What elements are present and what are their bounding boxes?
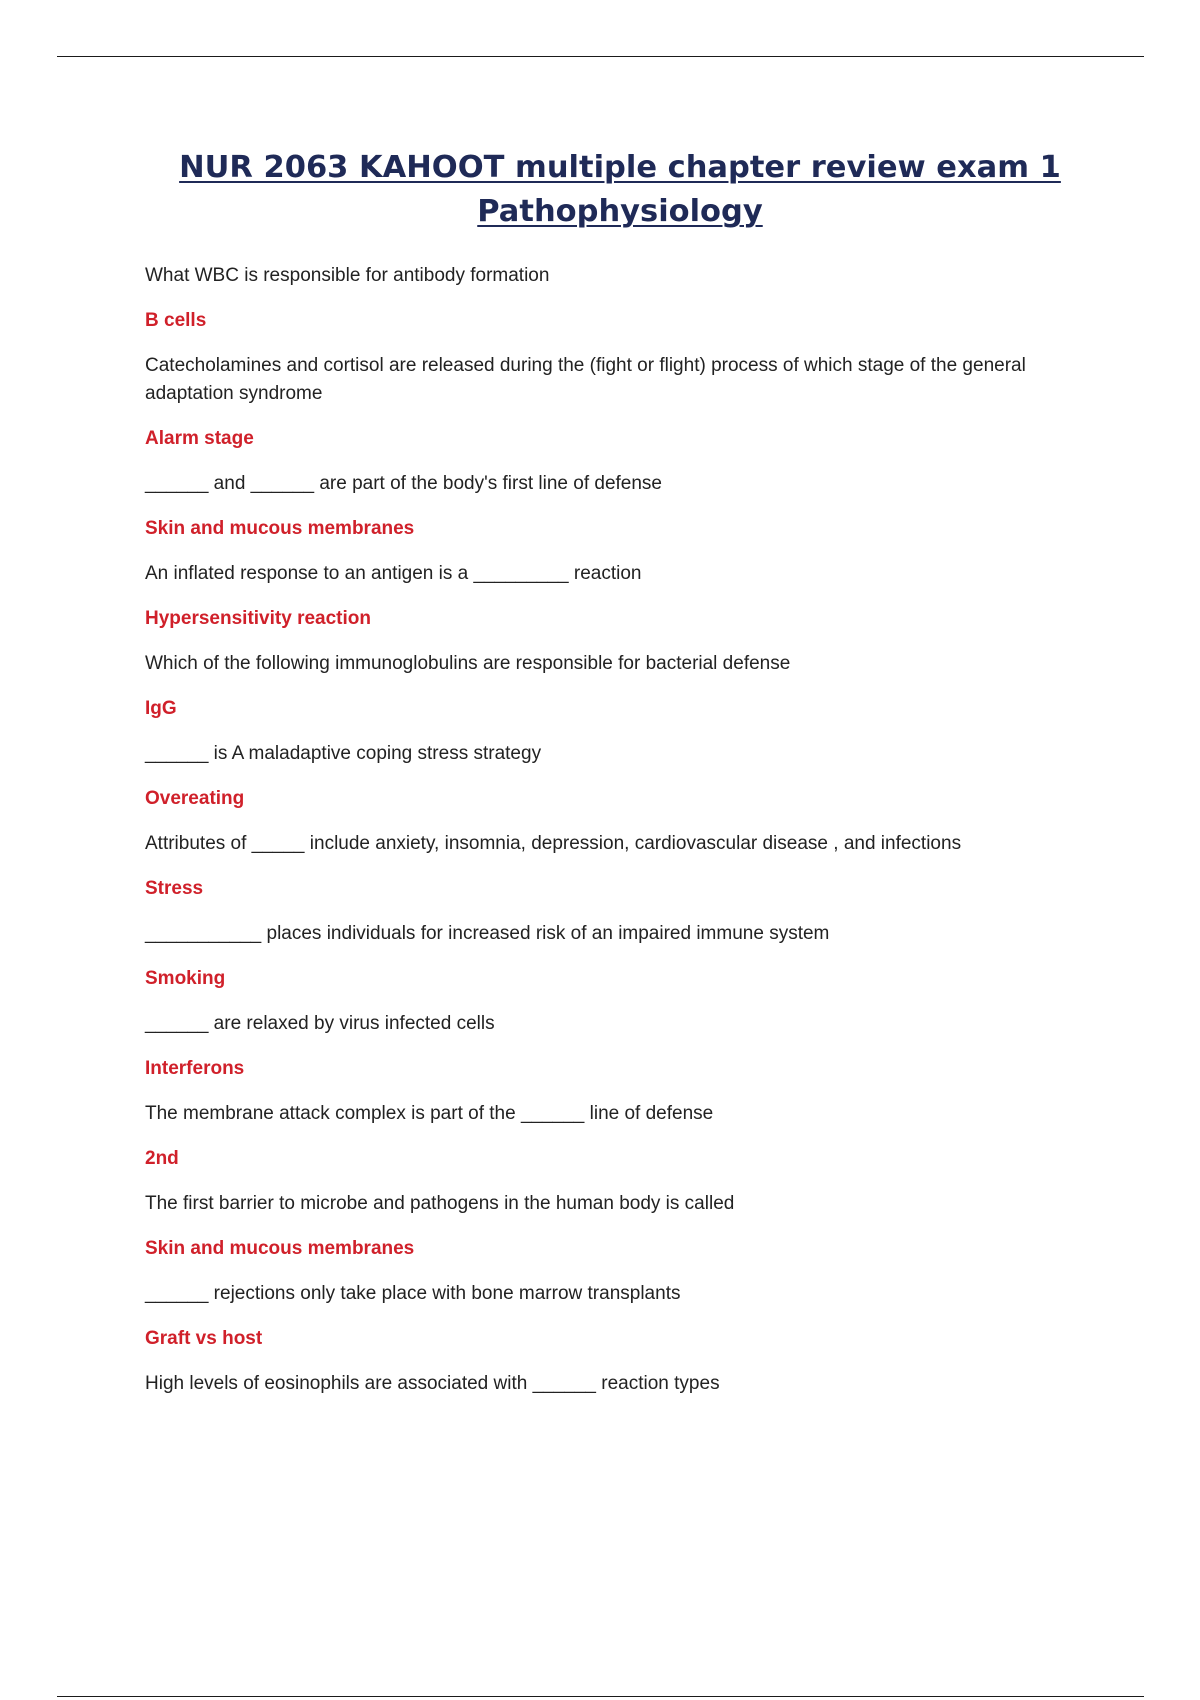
answer-text: Overeating	[145, 788, 245, 809]
qa-item	[145, 470, 1105, 543]
qa-item	[145, 1010, 1105, 1083]
page-title	[130, 146, 1110, 234]
question-text: The membrane attack complex is part of the ______ line of defense	[145, 1103, 714, 1124]
answer-text: B cells	[145, 310, 207, 331]
qa-item	[145, 740, 1105, 813]
answer-text: 2nd	[145, 1148, 179, 1169]
question-text: ______ rejections only take place with bone marrow transplants	[145, 1283, 681, 1304]
question-text: ______ is A maladaptive coping stress strategy	[145, 743, 542, 764]
title-line-1: NUR 2063 KAHOOT multiple chapter review exam 1	[179, 150, 1061, 185]
question-text: An inflated response to an antigen is a _________ reaction	[145, 563, 642, 584]
qa-item	[145, 1100, 1105, 1173]
question-text: Attributes of _____ include anxiety, insomnia, depression, cardiovascular disease , and infections	[145, 833, 962, 854]
question-text: ______ and ______ are part of the body's first line of defense	[145, 473, 662, 494]
question-text: Catecholamines and cortisol are released during the (fight or flight) process of which stage of the general adaptation syndrome	[145, 355, 1026, 404]
question-text: Which of the following immunoglobulins are responsible for bacterial defense	[145, 653, 791, 674]
qa-item	[145, 262, 1105, 335]
question-text: ___________ places individuals for increased risk of an impaired immune system	[145, 923, 830, 944]
answer-text: Hypersensitivity reaction	[145, 608, 371, 629]
bottom-divider	[57, 1696, 1144, 1697]
qa-item	[145, 1370, 1105, 1398]
answer-text: Alarm stage	[145, 428, 254, 449]
qa-item	[145, 650, 1105, 723]
question-text: What WBC is responsible for antibody formation	[145, 265, 550, 286]
answer-text: Stress	[145, 878, 204, 899]
answer-text: IgG	[145, 698, 177, 719]
answer-text: Interferons	[145, 1058, 245, 1079]
answer-text: Smoking	[145, 968, 226, 989]
answer-text: Graft vs host	[145, 1328, 263, 1349]
answer-text: Skin and mucous membranes	[145, 518, 415, 539]
question-text: The first barrier to microbe and pathogens in the human body is called	[145, 1193, 735, 1214]
top-divider	[57, 56, 1144, 57]
qa-item	[145, 352, 1105, 453]
qa-item	[145, 830, 1105, 903]
qa-item	[145, 560, 1105, 633]
title-line-2: Pathophysiology	[477, 194, 763, 229]
question-text: ______ are relaxed by virus infected cells	[145, 1013, 495, 1034]
question-answer-list	[145, 262, 1105, 1415]
qa-item	[145, 920, 1105, 993]
qa-item	[145, 1190, 1105, 1263]
question-text: High levels of eosinophils are associated with ______ reaction types	[145, 1373, 720, 1394]
qa-item	[145, 1280, 1105, 1353]
answer-text: Skin and mucous membranes	[145, 1238, 415, 1259]
